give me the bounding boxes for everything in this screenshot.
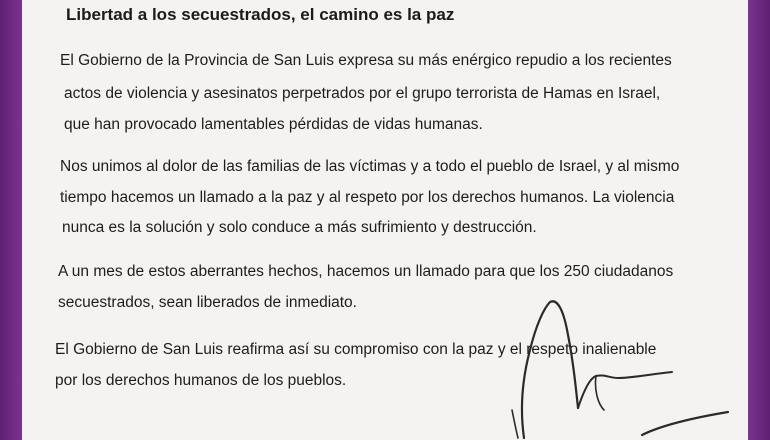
paragraph-4-line-1: El Gobierno de San Luis reafirma así su compromiso con la paz y el respeto inalienable	[55, 341, 657, 358]
paragraph-1-line-3: que han provocado lamentables pérdidas de vidas humanas.	[64, 116, 483, 133]
paragraph-1-line-1: El Gobierno de la Provincia de San Luis expresa su más enérgico repudio a los recientes	[60, 52, 672, 69]
document-title: Libertad a los secuestrados, el camino es la paz	[66, 5, 455, 24]
paragraph-2-line-2: tiempo hacemos un llamado a la paz y al respeto por los derechos humanos. La violencia	[60, 189, 675, 206]
paragraph-3-line-1: A un mes de estos aberrantes hechos, hacemos un llamado para que los 250 ciudadanos	[58, 263, 674, 280]
paragraph-4-line-2: por los derechos humanos de los pueblos.	[55, 372, 347, 389]
paragraph-2-line-1: Nos unimos al dolor de las familias de las víctimas y a todo el pueblo de Israel, y al mismo	[60, 158, 680, 175]
paragraph-2-line-3: nunca es la solución y solo conduce a más sufrimiento y destrucción.	[62, 219, 537, 236]
right-purple-border	[748, 0, 770, 440]
document-sheet	[22, 0, 748, 440]
paragraph-1-line-2: actos de violencia y asesinatos perpetrados por el grupo terrorista de Hamas en Israel,	[64, 85, 661, 102]
left-purple-border	[0, 0, 22, 440]
handwritten-signature	[492, 290, 748, 440]
paragraph-3-line-2: secuestrados, sean liberados de inmediato.	[58, 294, 357, 311]
